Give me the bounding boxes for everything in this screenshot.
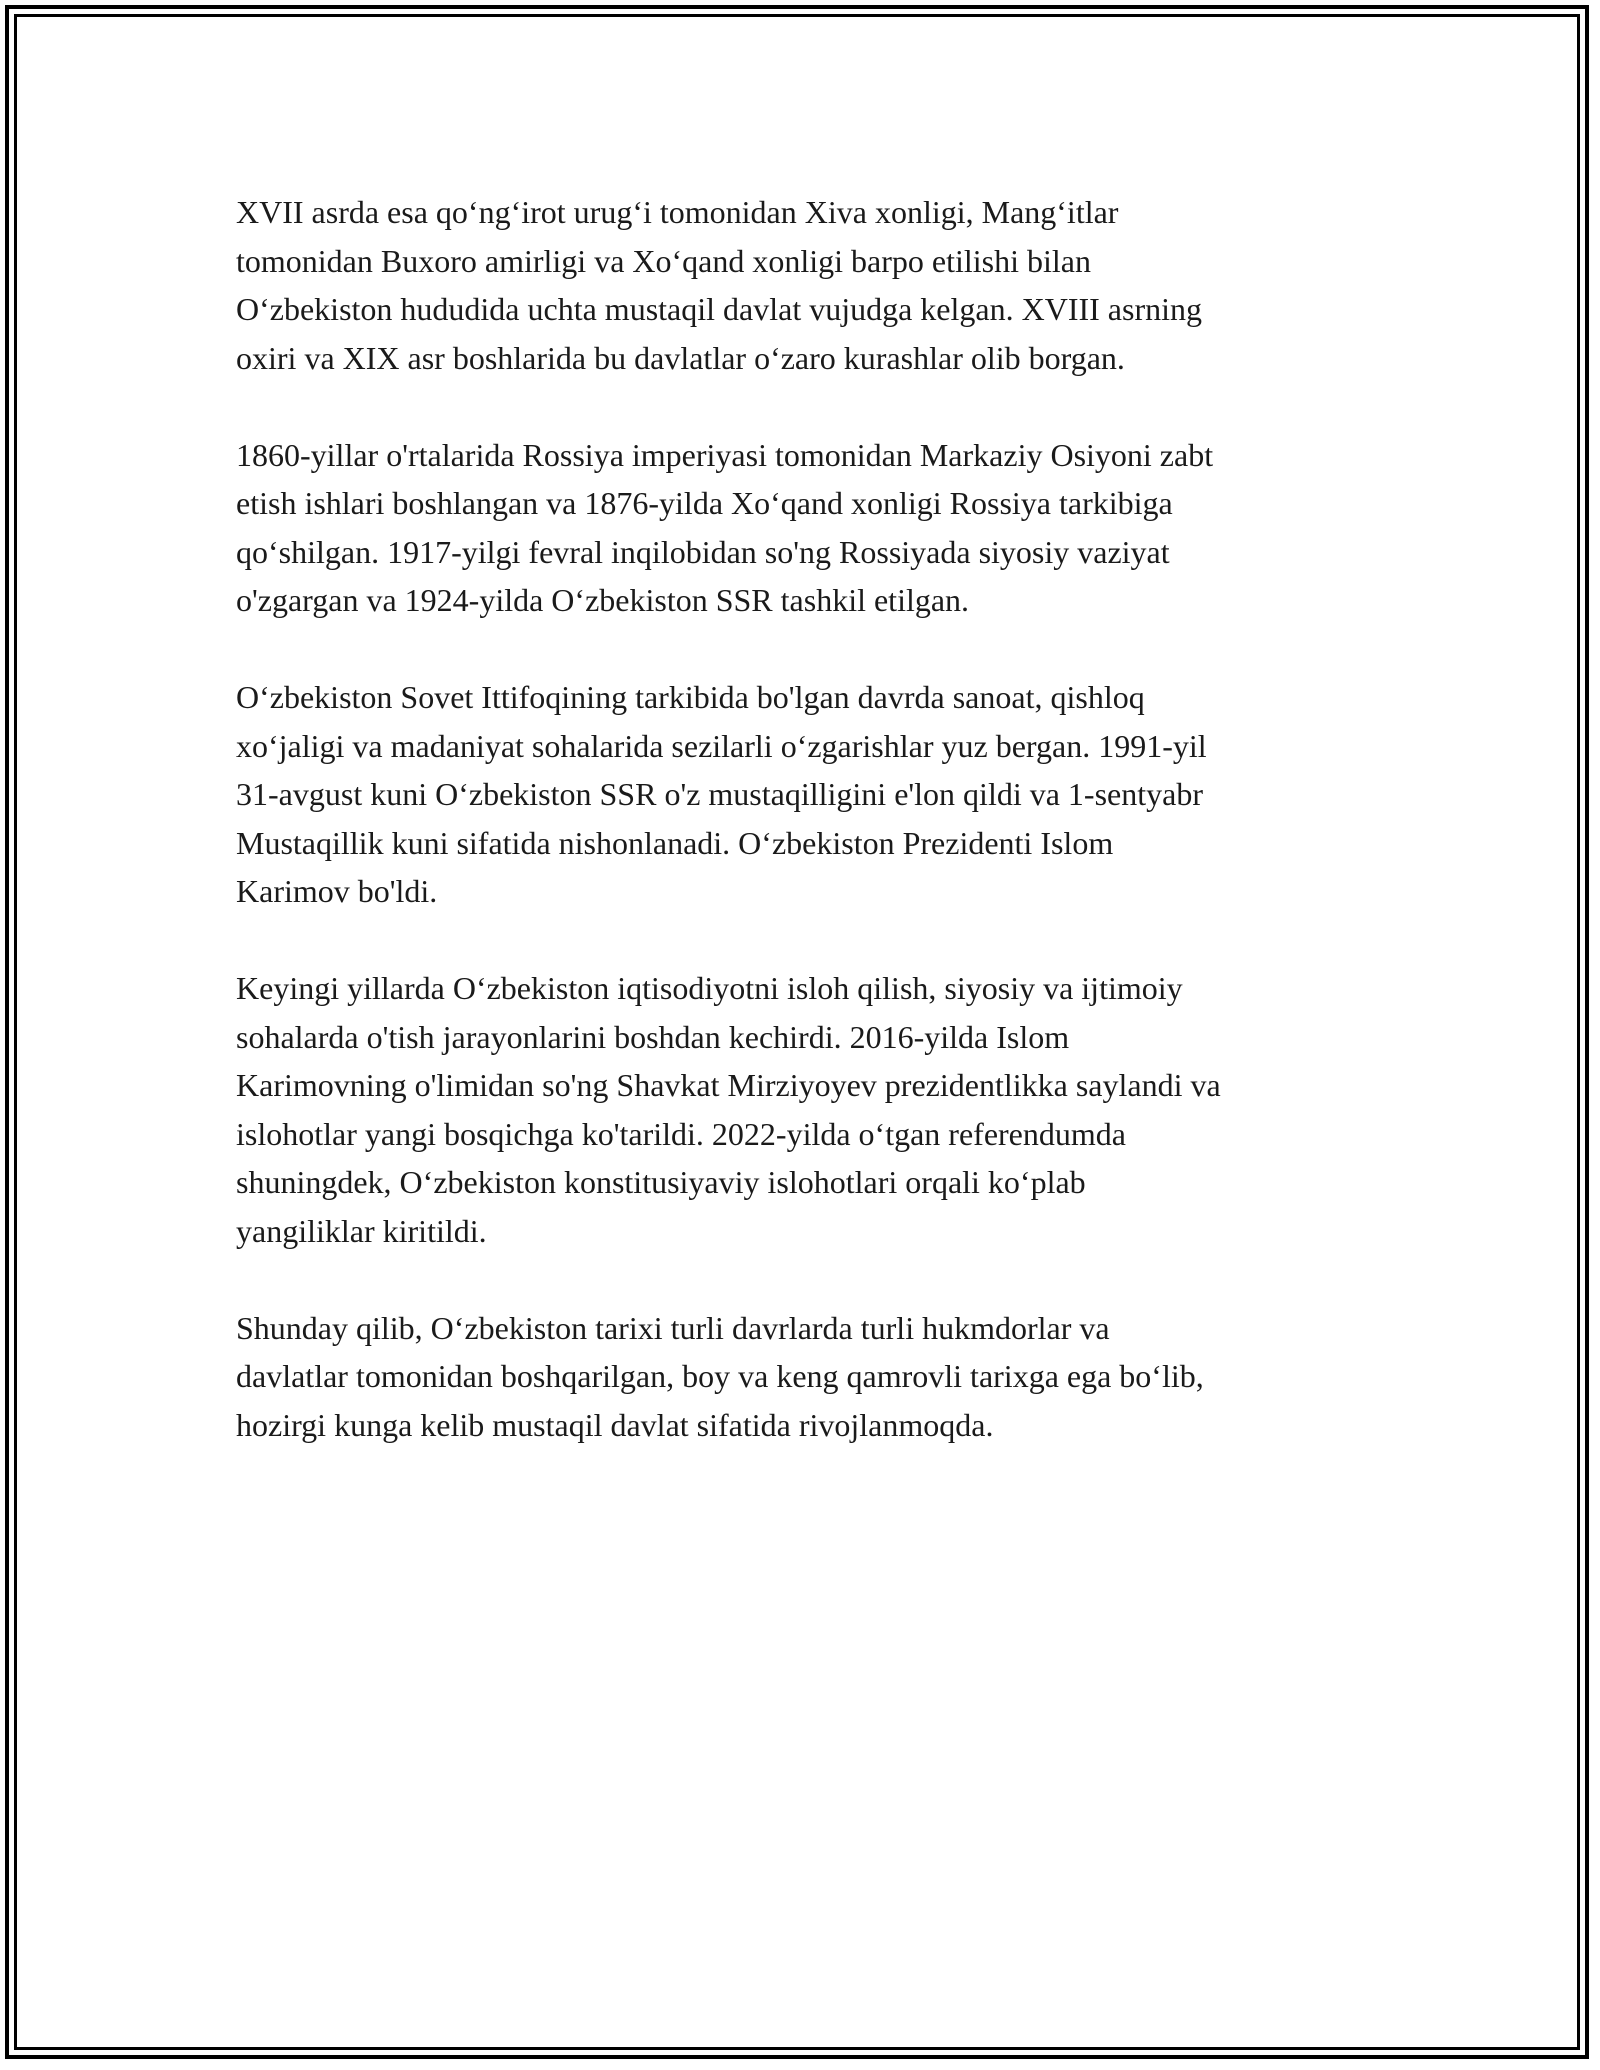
text-line: o'zgargan va 1924-yilda O‘zbekiston SSR tashkil etilgan. [236, 582, 970, 618]
text-line: Karimov bo'ldi. [236, 873, 438, 909]
paragraph-4 [236, 964, 1416, 1255]
text-line: oxiri va XIX asr boshlarida bu davlatlar o‘zaro kurashlar olib borgan. [236, 339, 1125, 376]
text-line: shuningdek, O‘zbekiston konstitusiyaviy islohotlari orqali ko‘plab [236, 1164, 1086, 1200]
text-line: sohalarda o'tish jarayonlarini boshdan kechirdi. 2016-yilda Islom [236, 1018, 1070, 1055]
text-line: 1860-yillar o'rtalarida Rossiya imperiyasi tomonidan Markaziy Osiyoni zabt [236, 436, 1214, 473]
text-line: yangiliklar kiritildi. [236, 1212, 487, 1249]
text-line: hozirgi kunga kelib mustaqil davlat sifatida rivojlanmoqda. [236, 1406, 994, 1443]
text-line: tomonidan Buxoro amirligi va Xo‘qand xonligi barpo etilishi bilan [236, 242, 1091, 279]
paragraph-3 [236, 673, 1416, 916]
text-line: Shunday qilib, O‘zbekiston tarixi turli davrlarda turli hukmdorlar va [236, 1309, 1110, 1346]
text-line: xo‘jaligi va madaniyat sohalarida sezilarli o‘zgarishlar yuz bergan. 1991-yil [236, 727, 1207, 764]
text-line: davlatlar tomonidan boshqarilgan, boy va keng qamrovli tarixga ega bo‘lib, [236, 1358, 1204, 1394]
text-line: Mustaqillik kuni sifatida nishonlanadi. O‘zbekiston Prezidenti Islom [236, 824, 1114, 861]
text-line: etish ishlari boshlangan va 1876-yilda Xo‘qand xonligi Rossiya tarkibiga [236, 485, 1173, 521]
text-line: Keyingi yillarda O‘zbekiston iqtisodiyotni isloh qilish, siyosiy va ijtimoiy [236, 970, 1183, 1006]
text-line: O‘zbekiston Sovet Ittifoqining tarkibida bo'lgan davrda sanoat, qishloq [236, 679, 1145, 715]
text-line: 31-avgust kuni O‘zbekiston SSR o'z mustaqilligini e'lon qildi va 1-sentyabr [236, 776, 1203, 812]
text-line: islohotlar yangi bosqichga ko'tarildi. 2022-yilda o‘tgan referendumda [236, 1115, 1126, 1152]
text-line: O‘zbekiston hududida uchta mustaqil davlat vujudga kelgan. XVIII asrning [236, 291, 1202, 327]
paragraph-5 [236, 1304, 1416, 1450]
text-line: XVII asrda esa qo‘ng‘irot urug‘i tomonidan Xiva xonligi, Mang‘itlar [236, 194, 1119, 230]
document-body [236, 188, 1416, 1498]
paragraph-2 [236, 431, 1416, 625]
text-line: qo‘shilgan. 1917-yilgi fevral inqilobidan so'ng Rossiyada siyosiy vaziyat [236, 533, 1170, 570]
text-line: Karimovning o'limidan so'ng Shavkat Mirziyoyev prezidentlikka saylandi va [236, 1067, 1221, 1103]
paragraph-1 [236, 188, 1416, 382]
